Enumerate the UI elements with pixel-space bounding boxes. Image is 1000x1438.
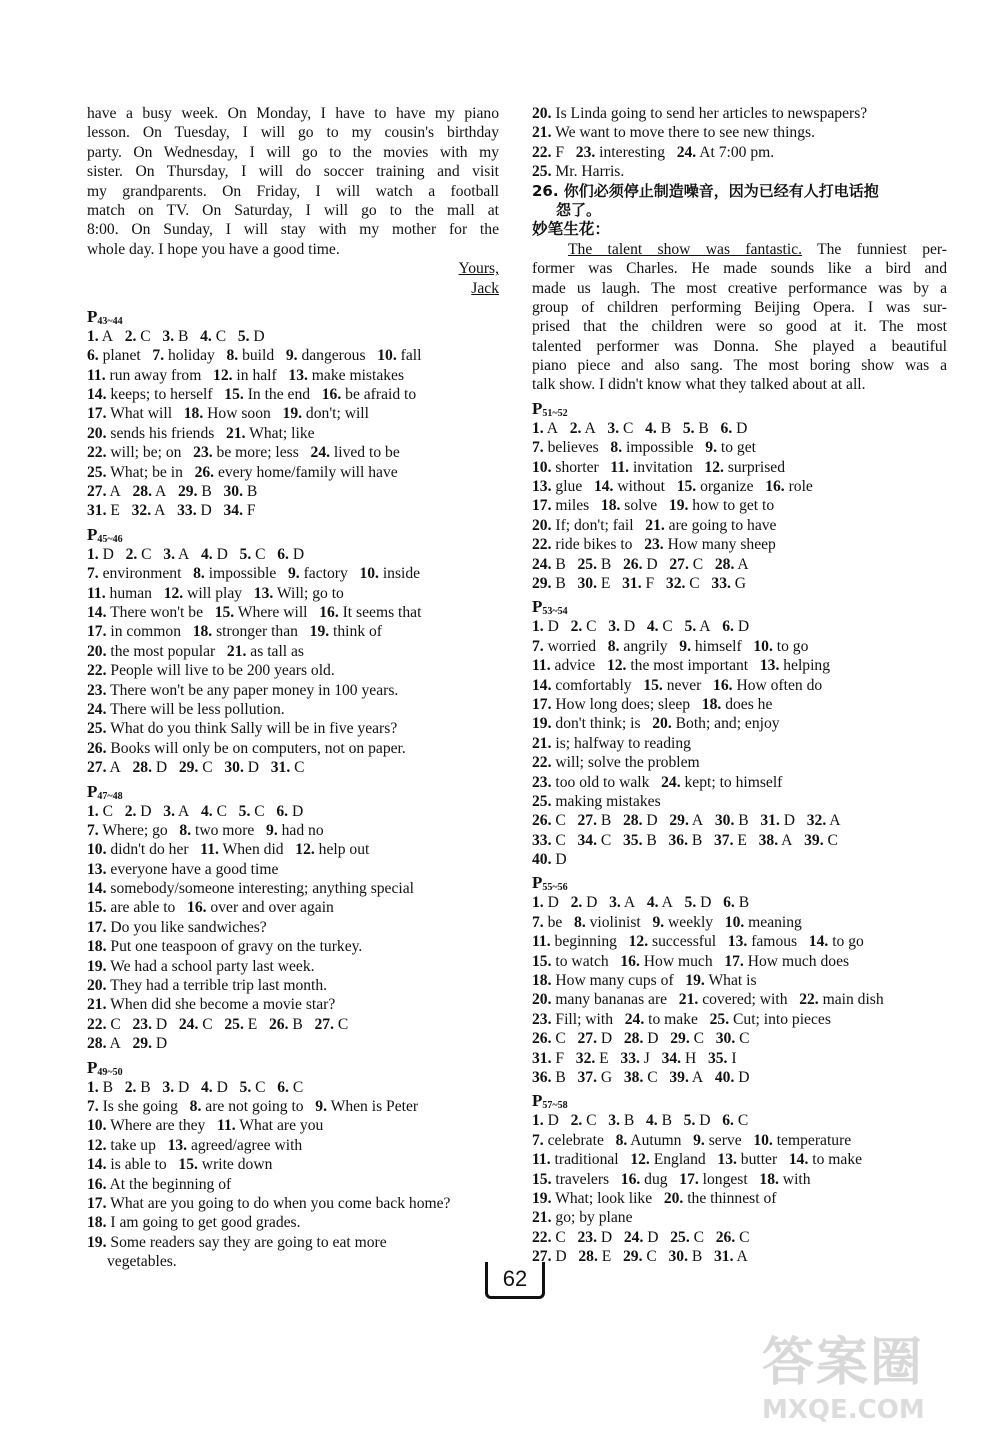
essay-line: talk show. I didn't know what they talked about at all. xyxy=(532,376,866,394)
answer-row: 17. in common 18. stronger than 19. think of xyxy=(87,623,382,641)
answer-row: 27. A 28. A 29. B 30. B xyxy=(87,483,258,501)
answer-row: 1. C 2. D 3. A 4. C 5. C 6. D xyxy=(87,802,304,820)
letter-closing xyxy=(87,259,499,278)
section-range: 45~46 xyxy=(97,533,123,545)
answer-row: vegetables. xyxy=(107,1253,177,1271)
letter-line: 8:00. On Sunday, I will stay with my mother for the xyxy=(87,221,499,239)
answer-row: 14. is able to 15. write down xyxy=(87,1156,273,1174)
answer-row: 7. worried 8. angrily 9. himself 10. to go xyxy=(532,637,809,655)
left-answer-sections xyxy=(87,306,499,1272)
answer-row: 1. A 2. C 3. B 4. C 5. D xyxy=(87,327,265,345)
essay-line: prised that the children were so good at it. The most xyxy=(532,318,947,336)
letter-body xyxy=(87,104,499,259)
letter-line: have a busy week. On Monday, I have to have my piano xyxy=(87,105,499,122)
answer-row: 31. F 32. E 33. J 34. H 35. I xyxy=(532,1049,737,1067)
answer-row: 7. celebrate 8. Autumn 9. serve 10. temperature xyxy=(532,1131,852,1149)
watermark-big-text: 答案圈 xyxy=(762,1333,925,1393)
essay-first-sentence: The talent show was fantastic. xyxy=(568,240,803,258)
letter-line: whole day. I hope you have a good time. xyxy=(87,240,340,258)
answer-row: 15. to watch 16. How much 17. How much does xyxy=(532,952,850,970)
answer-row: 26. C 27. D 28. D 29. C 30. C xyxy=(532,1030,750,1048)
answer-row: 17. What will 18. How soon 19. don't; will xyxy=(87,405,369,423)
answer-row: 22. ride bikes to 23. How many sheep xyxy=(532,536,776,554)
section-heading xyxy=(87,1057,499,1078)
section-heading xyxy=(532,596,947,617)
answer-row: 19. We had a school party last week. xyxy=(87,957,315,975)
right-answer-sections xyxy=(532,398,947,1267)
section-heading xyxy=(87,306,499,327)
answer-row: 27. D 28. E 29. C 30. B 31. A xyxy=(532,1248,748,1266)
section-label: P xyxy=(87,781,98,801)
answer-row: 10. shorter 11. invitation 12. surprised xyxy=(532,458,785,476)
answer-row: 12. take up 13. agreed/agree with xyxy=(87,1136,303,1154)
section-heading xyxy=(532,1090,947,1111)
answer-row: 20. Is Linda going to send her articles to newspapers? xyxy=(532,105,868,122)
essay-line: talented performer was Donna. She played a beautiful xyxy=(532,337,947,355)
answer-row: 40. D xyxy=(532,851,567,869)
answer-row: 25. making mistakes xyxy=(532,792,661,810)
answer-row: 22. C 23. D 24. D 25. C 26. C xyxy=(532,1228,750,1246)
answer-row: 13. everyone have a good time xyxy=(87,860,279,878)
answer-row: 21. We want to move there to see new things. xyxy=(532,124,815,142)
section-label: P xyxy=(532,597,543,617)
essay-line: piano piece and also sang. The most boring show was a xyxy=(532,357,947,375)
answer-row: 23. There won't be any paper money in 100 years. xyxy=(87,681,399,699)
answer-row: 14. comfortably 15. never 16. How often do xyxy=(532,676,823,694)
answer-row: 24. There will be less pollution. xyxy=(87,700,285,718)
answer-row: 10. didn't do her 11. When did 12. help out xyxy=(87,841,370,859)
answer-row: 18. Put one teaspoon of gravy on the turkey. xyxy=(87,938,363,956)
answer-row: 11. advice 12. the most important 13. helping xyxy=(532,657,831,675)
section-range: 47~48 xyxy=(97,790,123,802)
answer-row: 21. go; by plane xyxy=(532,1209,633,1227)
answer-row: 17. Do you like sandwiches? xyxy=(87,918,267,936)
letter-line: my grandparents. On Friday, I will watch a football xyxy=(87,182,499,200)
answer-row: 15. travelers 16. dug 17. longest 18. with xyxy=(532,1170,811,1188)
answer-row: 29. B 30. E 31. F 32. C 33. G xyxy=(532,574,747,592)
section-label: P xyxy=(532,1091,543,1111)
answer-row: 11. traditional 12. England 13. butter 14. to make xyxy=(532,1151,863,1169)
section-label: P xyxy=(532,873,543,893)
answer-row: 6. planet 7. holiday 8. build 9. dangerous 10. fall xyxy=(87,347,422,365)
section-label: P xyxy=(87,306,98,326)
answer-row: 27. A 28. D 29. C 30. D 31. C xyxy=(87,759,305,777)
section-range: 51~52 xyxy=(542,407,568,419)
section-label: P xyxy=(87,524,98,544)
answer-row: 7. environment 8. impossible 9. factory 10. inside xyxy=(87,565,421,583)
answer-row: 17. miles 18. solve 19. how to get to xyxy=(532,497,775,515)
answer-row: 11. beginning 12. successful 13. famous 14. to go xyxy=(532,933,864,951)
answer-row: 7. Where; go 8. two more 9. had no xyxy=(87,821,324,839)
answer-row: 7. Is she going 8. are not going to 9. When is Peter xyxy=(87,1097,419,1115)
answer-row: 20. many bananas are 21. covered; with 22. main dish xyxy=(532,991,884,1009)
answer-row: 31. E 32. A 33. D 34. F xyxy=(87,502,256,520)
closing-text: Yours, xyxy=(458,260,499,278)
answer-row: 1. A 2. A 3. C 4. B 5. B 6. D xyxy=(532,419,748,437)
answer-row: 18. I am going to get good grades. xyxy=(87,1214,301,1232)
answer-row: 7. be 8. violinist 9. weekly 10. meaning xyxy=(532,913,802,931)
section-range: 53~54 xyxy=(542,606,568,618)
answer-row: 23. Fill; with 24. to make 25. Cut; into pieces xyxy=(532,1010,831,1028)
answer-row: 24. B 25. B 26. D 27. C 28. A xyxy=(532,555,749,573)
answer-row: 22. C 23. D 24. C 25. E 26. B 27. C xyxy=(87,1015,349,1033)
section-range: 57~58 xyxy=(542,1100,568,1112)
watermark-logo xyxy=(762,1320,972,1425)
answer-row: 26. 你们必须停止制造噪音，因为已经有人打电话抱 xyxy=(532,181,879,200)
answer-row: 22. F 23. interesting 24. At 7:00 pm. xyxy=(532,143,775,161)
page-number: 62 xyxy=(485,1262,545,1299)
answer-row: 10. Where are they 11. What are you xyxy=(87,1117,324,1135)
essay-line: group of children performing Beijing Opera. I was sur- xyxy=(532,298,947,316)
miaobi-heading: 妙笔生花： xyxy=(532,220,610,239)
answer-row: 33. C 34. C 35. B 36. B 37. E 38. A 39. C xyxy=(532,831,838,849)
answer-row: 15. are able to 16. over and over again xyxy=(87,899,334,917)
essay-line: made us laugh. The most creative performance was by a xyxy=(532,279,947,297)
watermark-small-text: MXQE.COM xyxy=(762,1395,925,1425)
answer-row: 20. If; don't; fail 21. are going to have xyxy=(532,516,777,534)
letter-line: lesson. On Tuesday, I will go to my cousin's birthday xyxy=(87,124,499,142)
section-heading xyxy=(87,524,499,545)
essay-line: former was Charles. He made sounds like a bird and xyxy=(532,260,947,278)
answer-row: 18. How many cups of 19. What is xyxy=(532,972,757,990)
answer-row: 14. somebody/someone interesting; anything special xyxy=(87,880,414,898)
section-heading xyxy=(87,781,499,802)
answer-row: 1. B 2. B 3. D 4. D 5. C 6. C xyxy=(87,1078,304,1096)
answer-row: 14. keeps; to herself 15. In the end 16. be afraid to xyxy=(87,386,417,404)
letter-signature xyxy=(87,279,499,298)
answer-row: 22. People will live to be 200 years old. xyxy=(87,662,335,680)
answer-row: 怨了。 xyxy=(556,200,602,219)
answer-row: 25. Mr. Harris. xyxy=(532,163,625,181)
answer-row: 11. human 12. will play 13. Will; go to xyxy=(87,584,344,602)
section-label: P xyxy=(87,1057,98,1077)
answer-row: 20. the most popular 21. as tall as xyxy=(87,642,304,660)
answer-row: 26. Books will only be on computers, not on paper. xyxy=(87,739,406,757)
answer-row: 20. sends his friends 21. What; like xyxy=(87,424,315,442)
answer-row: 19. Some readers say they are going to eat more xyxy=(87,1233,387,1251)
letter-line: sister. On Thursday, I will do soccer training and visit xyxy=(87,163,499,181)
answer-row: 16. At the beginning of xyxy=(87,1175,232,1193)
answer-row: 19. What; look like 20. the thinnest of xyxy=(532,1189,777,1207)
answer-row: 25. What; be in 26. every home/family will have xyxy=(87,463,398,481)
essay-line: The talent show was fantastic. The funniest per- xyxy=(568,240,947,258)
answer-row: 1. D 2. C 3. B 4. B 5. D 6. C xyxy=(532,1112,749,1130)
section-heading xyxy=(532,398,947,419)
answer-row: 20. They had a terrible trip last month. xyxy=(87,977,328,995)
answer-row: 7. believes 8. impossible 9. to get xyxy=(532,439,756,457)
answer-row: 28. A 29. D xyxy=(87,1035,168,1053)
section-heading xyxy=(532,872,947,893)
left-column xyxy=(87,104,499,1271)
answer-row: 25. What do you think Sally will be in five years? xyxy=(87,720,398,738)
signature-text: Jack xyxy=(471,279,499,297)
answer-row: 22. will; be; on 23. be more; less 24. lived to be xyxy=(87,444,400,462)
section-range: 55~56 xyxy=(542,882,568,894)
answer-row: 13. glue 14. without 15. organize 16. role xyxy=(532,478,813,496)
section-range: 43~44 xyxy=(97,315,123,327)
section-range: 49~50 xyxy=(97,1066,123,1078)
letter-line: match on TV. On Saturday, I will go to the mall at xyxy=(87,201,499,219)
answer-row: 21. is; halfway to reading xyxy=(532,734,691,752)
answer-row: 19. don't think; is 20. Both; and; enjoy xyxy=(532,715,780,733)
answer-row: 1. D 2. C 3. D 4. C 5. A 6. D xyxy=(532,618,750,636)
answer-row: 23. too old to walk 24. kept; to himself xyxy=(532,773,783,791)
answer-row: 14. There won't be 15. Where will 16. It seems that xyxy=(87,603,422,621)
section-label: P xyxy=(532,398,543,418)
answer-row: 1. D 2. D 3. A 4. A 5. D 6. B xyxy=(532,894,750,912)
answer-row: 22. will; solve the problem xyxy=(532,754,700,772)
answer-row: 11. run away from 12. in half 13. make mistakes xyxy=(87,366,405,384)
answer-row: 21. When did she become a movie star? xyxy=(87,996,336,1014)
answer-row: 17. How long does; sleep 18. does he xyxy=(532,695,773,713)
letter-line: party. On Wednesday, I will go to the movies with my xyxy=(87,143,499,161)
answer-row: 1. D 2. C 3. A 4. D 5. C 6. D xyxy=(87,545,305,563)
right-column xyxy=(532,104,947,1266)
answer-row: 17. What are you going to do when you come back home? xyxy=(87,1194,451,1212)
answer-row: 26. C 27. B 28. D 29. A 30. B 31. D 32. A xyxy=(532,812,841,830)
right-top-answers xyxy=(532,104,947,220)
miaobi-body xyxy=(532,240,947,395)
answer-row: 36. B 37. G 38. C 39. A 40. D xyxy=(532,1068,750,1086)
